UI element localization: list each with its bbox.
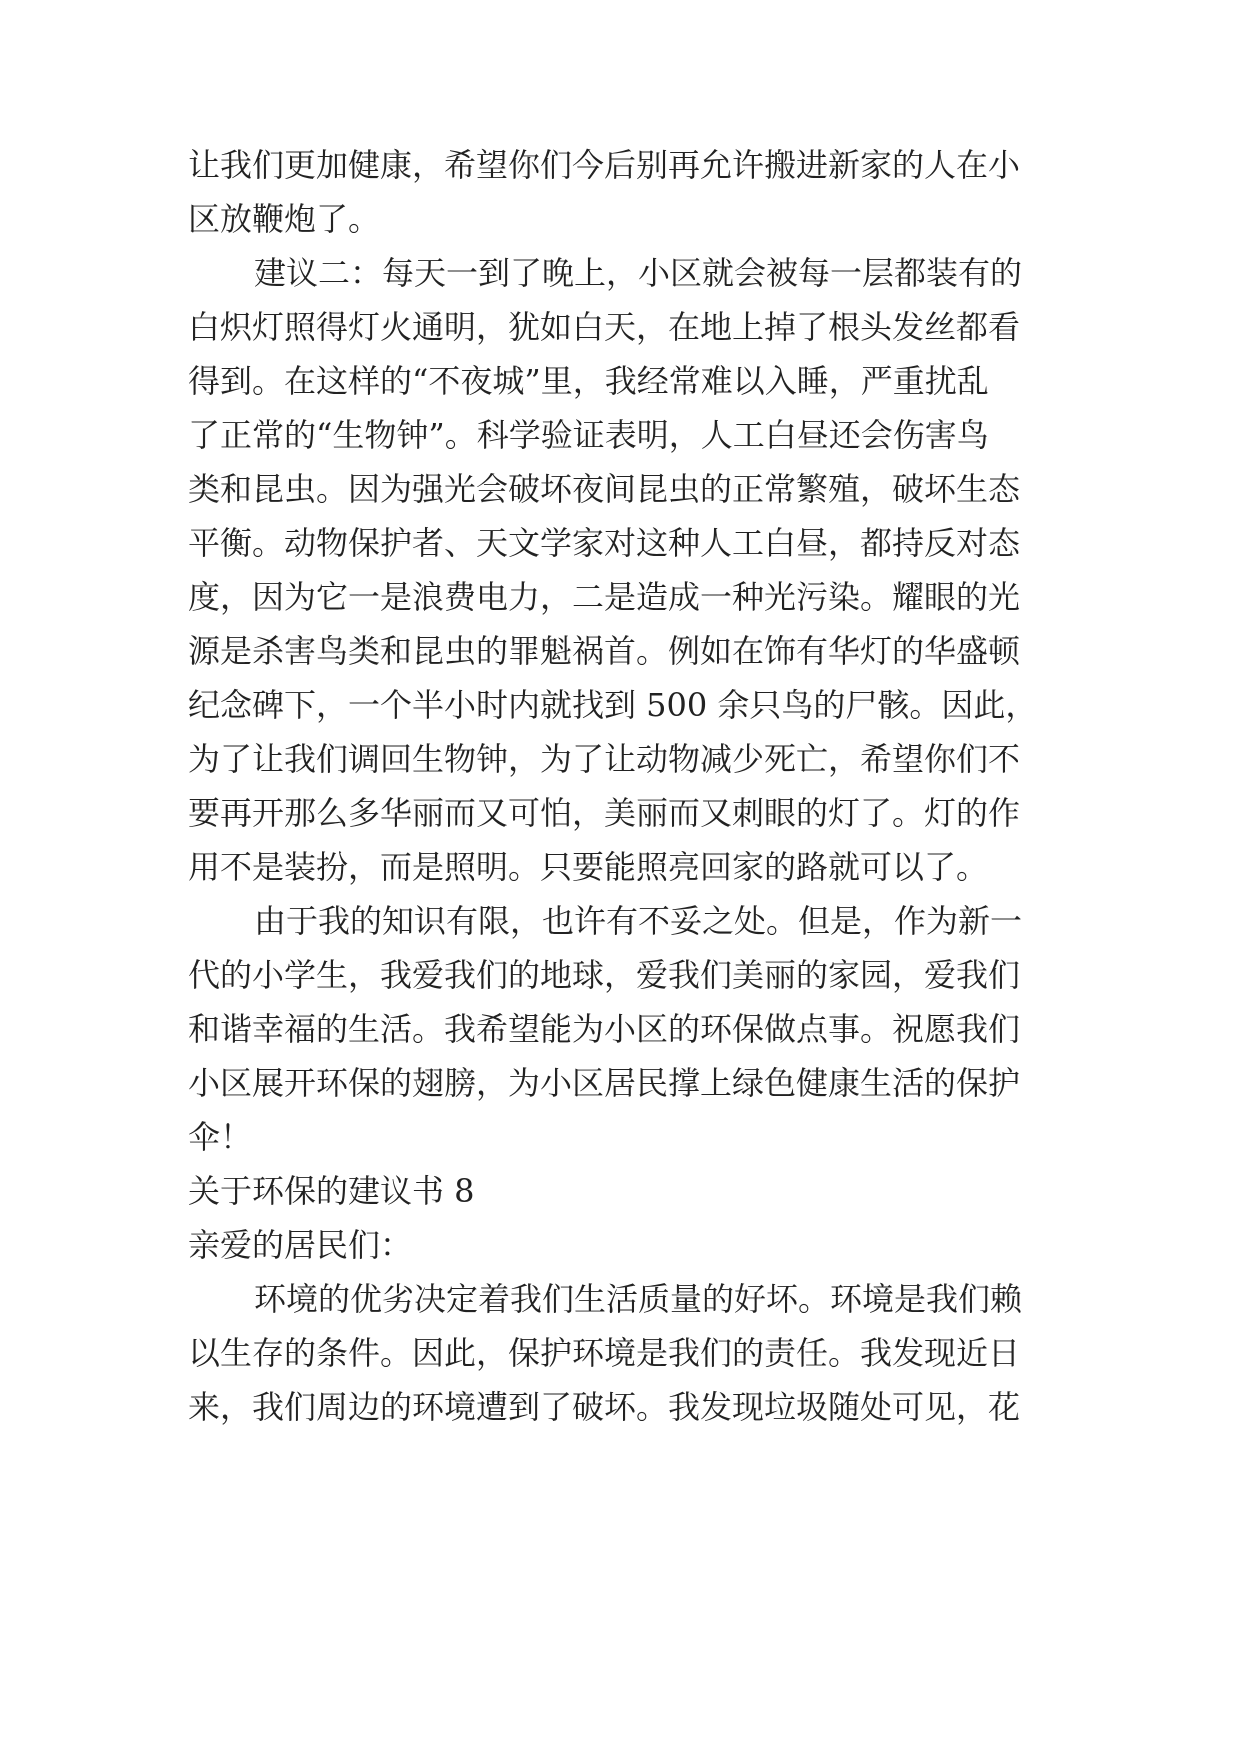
section-heading: 关于环保的建议书 8 <box>188 1172 475 1210</box>
salutation: 亲爱的居民们： <box>188 1226 413 1264</box>
paragraph-line: 建议二：每天一到了晚上，小区就会被每一层都装有的 <box>254 254 1023 292</box>
paragraph-line: 源是杀害鸟类和昆虫的罪魁祸首。例如在饰有华灯的华盛顿 <box>188 632 1021 670</box>
paragraph-line: 让我们更加健康，希望你们今后别再允许搬进新家的人在小 <box>188 146 1021 184</box>
paragraph-line: 度，因为它一是浪费电力，二是造成一种光污染。耀眼的光 <box>188 578 1021 616</box>
paragraph-line: 来，我们周边的环境遭到了破坏。我发现垃圾随处可见，花 <box>188 1388 1021 1426</box>
paragraph-line: 和谐幸福的生活。我希望能为小区的环保做点事。祝愿我们 <box>188 1010 1021 1048</box>
paragraph-line: 得到。在这样的“不夜城”里，我经常难以入睡，严重扰乱 <box>188 362 989 400</box>
paragraph-line: 白炽灯照得灯火通明，犹如白天，在地上掉了根头发丝都看 <box>188 308 1021 346</box>
paragraph-line: 用不是装扮，而是照明。只要能照亮回家的路就可以了。 <box>188 848 989 886</box>
paragraph-line: 由于我的知识有限，也许有不妥之处。但是，作为新一 <box>254 902 1023 940</box>
paragraph-line: 以生存的条件。因此，保护环境是我们的责任。我发现近日 <box>188 1334 1021 1372</box>
paragraph-line: 类和昆虫。因为强光会破坏夜间昆虫的正常繁殖，破坏生态 <box>188 470 1021 508</box>
paragraph-line: 为了让我们调回生物钟，为了让动物减少死亡，希望你们不 <box>188 740 1021 778</box>
paragraph-line: 小区展开环保的翅膀，为小区居民撑上绿色健康生活的保护 <box>188 1064 1021 1102</box>
paragraph-line: 了正常的“生物钟”。科学验证表明，人工白昼还会伤害鸟 <box>188 416 989 454</box>
paragraph-line: 环境的优劣决定着我们生活质量的好坏。环境是我们赖 <box>254 1280 1023 1318</box>
paragraph-line: 区放鞭炮了。 <box>188 200 381 238</box>
paragraph-line: 平衡。动物保护者、天文学家对这种人工白昼，都持反对态 <box>188 524 1021 562</box>
paragraph-line: 伞！ <box>188 1118 253 1156</box>
paragraph-line: 纪念碑下，一个半小时内就找到 500 余只鸟的尸骸。因此， <box>188 686 1038 724</box>
paragraph-line: 要再开那么多华丽而又可怕，美丽而又刺眼的灯了。灯的作 <box>188 794 1021 832</box>
paragraph-line: 代的小学生，我爱我们的地球，爱我们美丽的家园，爱我们 <box>188 956 1021 994</box>
